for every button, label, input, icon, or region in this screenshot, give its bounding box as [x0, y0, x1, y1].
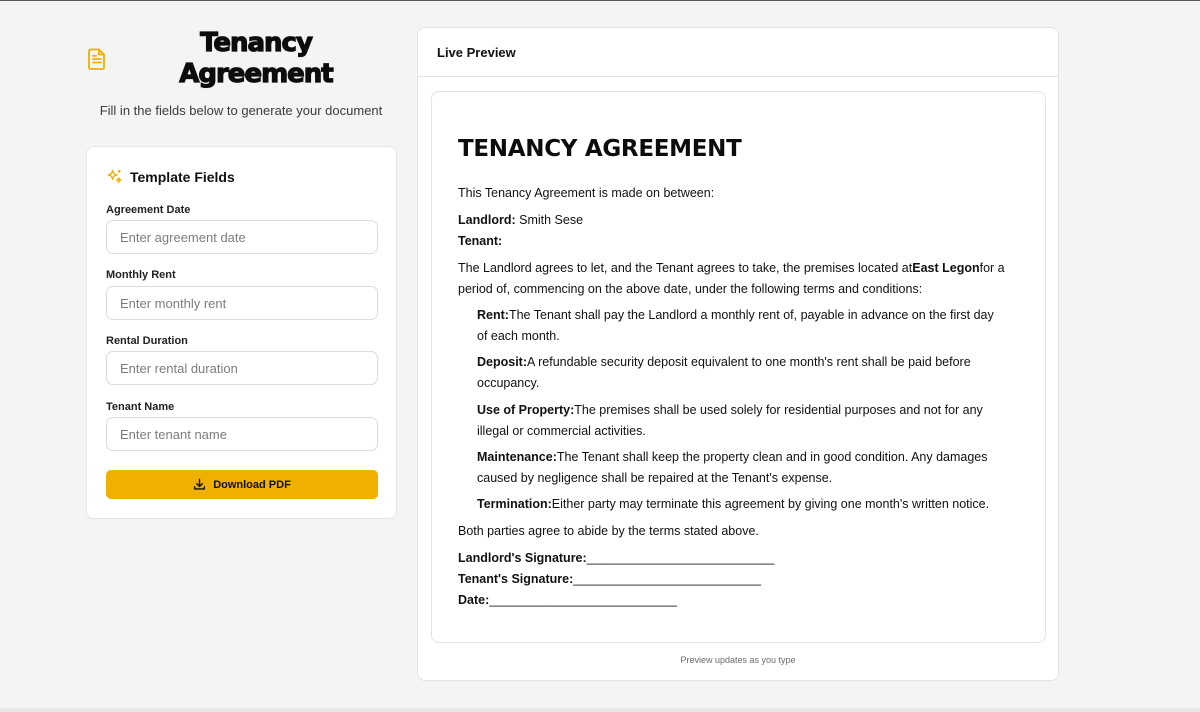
term-label: Rent: — [477, 308, 509, 322]
rental-duration-input[interactable] — [106, 351, 378, 385]
agreement-date-input[interactable] — [106, 220, 378, 254]
term-rent-continued: of each month. — [477, 329, 560, 343]
monthly-rent-label: Monthly Rent — [106, 269, 176, 281]
term-label: Deposit: — [477, 355, 527, 369]
signature-blank: ___________________________ — [573, 572, 761, 586]
download-pdf-button[interactable] — [106, 470, 378, 499]
term-termination — [477, 494, 1017, 515]
closing-statement: Both parties agree to abide by the terms stated above. — [458, 524, 759, 538]
term-text: The Tenant shall keep the property clean and in good condition. Any damages — [556, 450, 988, 464]
premises-text: The Landlord agrees to let, and the Tenant agrees to take, the premises located at — [458, 261, 913, 275]
premises-line-continued: period of, commencing on the above date, under the following terms and conditions: — [458, 282, 923, 296]
premises-text-end: for a — [979, 261, 1005, 275]
template-fields-title: Template Fields — [130, 168, 235, 185]
term-label: Use of Property: — [477, 403, 575, 417]
template-fields-card — [86, 146, 397, 519]
page-bottom-edge — [0, 708, 1200, 712]
tenant-signature-line — [458, 569, 1018, 590]
date-line — [458, 590, 1018, 611]
download-pdf-label: Download PDF — [213, 478, 291, 491]
document-preview — [431, 91, 1046, 643]
term-label: Termination: — [477, 497, 552, 511]
live-preview-title: Live Preview — [418, 28, 1058, 77]
term-label: Maintenance: — [477, 450, 557, 464]
monthly-rent-input[interactable] — [106, 286, 378, 320]
term-use-of-property-continued: illegal or commercial activities. — [477, 424, 646, 438]
download-icon — [193, 478, 206, 491]
template-fields-header — [106, 168, 235, 185]
term-use-of-property — [477, 400, 1017, 421]
preview-footer-note: Preview updates as you type — [680, 655, 796, 665]
date-label: Date: — [458, 593, 490, 607]
live-preview-panel — [417, 27, 1059, 681]
document-title: TENANCY AGREEMENT — [458, 136, 742, 162]
signature-blank: ___________________________ — [586, 551, 775, 565]
term-text: The premises shall be used solely for residential purposes and not for any — [574, 403, 983, 417]
tenant-name-input[interactable] — [106, 417, 378, 451]
tenant-line — [458, 231, 1018, 252]
tenant-label: Tenant: — [458, 234, 503, 248]
rental-duration-label: Rental Duration — [106, 335, 188, 347]
term-text: A refundable security deposit equivalent to one month's rent shall be paid before — [527, 355, 971, 369]
term-text: The Tenant shall pay the Landlord a monthly rent of, payable in advance on the first day — [508, 308, 994, 322]
landlord-label: Landlord: — [458, 213, 516, 227]
page-subtitle: Fill in the fields below to generate your document — [99, 103, 383, 118]
term-maintenance — [477, 447, 1017, 468]
premises-location: East Legon — [912, 261, 980, 275]
page-title: Tenancy Agreement — [179, 28, 333, 89]
term-rent — [477, 305, 1017, 326]
term-deposit — [477, 352, 1017, 373]
landlord-signature-label: Landlord's Signature: — [458, 551, 587, 565]
date-blank: ___________________________ — [489, 593, 677, 607]
landlord-line — [458, 210, 1018, 231]
tenant-signature-label: Tenant's Signature: — [458, 572, 574, 586]
term-maintenance-continued: caused by negligence shall be repaired at the Tenant's expense. — [477, 471, 833, 485]
landlord-signature-line — [458, 548, 1018, 569]
agreement-date-label: Agreement Date — [106, 204, 191, 216]
sparkle-icon — [106, 168, 123, 185]
term-text: Either party may terminate this agreement by giving one month's written notice. — [551, 497, 990, 511]
document-icon — [86, 47, 108, 71]
term-deposit-continued: occupancy. — [477, 376, 540, 390]
landlord-name: Smith Sese — [515, 213, 584, 227]
premises-line — [458, 258, 1018, 279]
tenant-name-label: Tenant Name — [106, 401, 175, 413]
document-intro: This Tenancy Agreement is made on between: — [458, 186, 715, 200]
